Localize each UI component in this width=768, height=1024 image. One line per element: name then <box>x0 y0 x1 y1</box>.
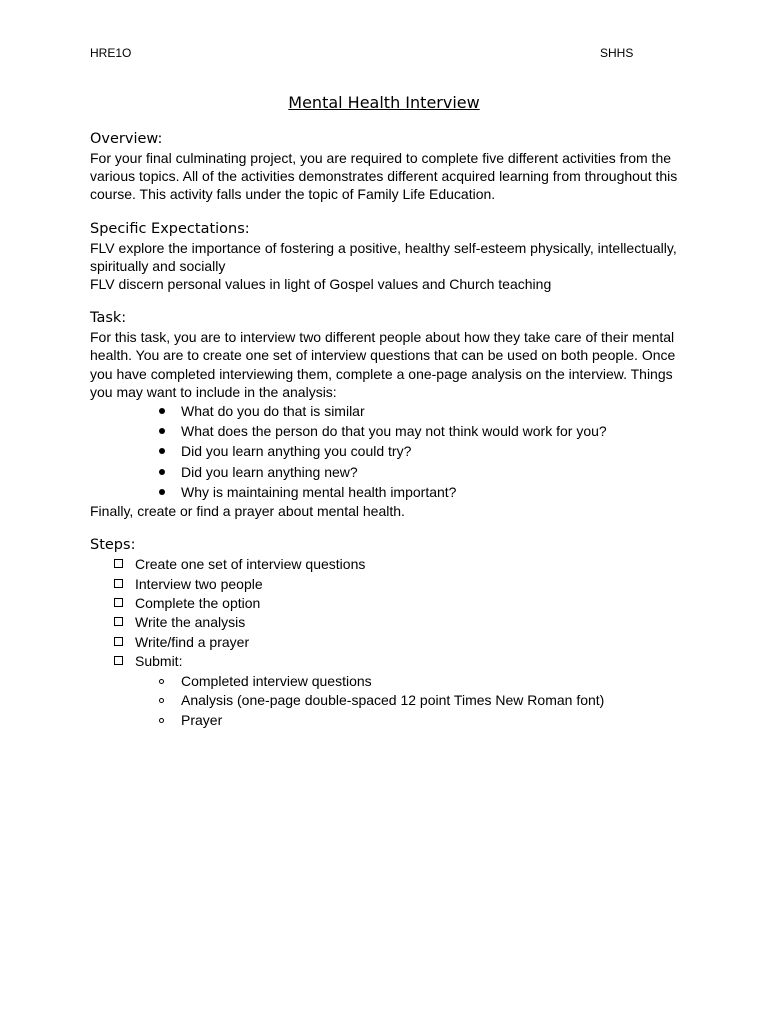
expectation-line: FLV explore the importance of fostering a positive, healthy self-esteem physically, intellectually, spiritually and socially <box>90 239 677 274</box>
list-item <box>90 711 690 731</box>
expectation-line: FLV discern personal values in light of Gospel values and Church teaching <box>90 276 552 293</box>
checklist-item <box>90 575 690 594</box>
page-title: Mental Health Interview <box>288 93 480 112</box>
checklist-item-text: Submit: <box>135 653 183 670</box>
checklist-item-text: Complete the option <box>135 595 261 612</box>
bullet-icon <box>159 469 165 475</box>
steps-heading: Steps: <box>90 537 136 554</box>
checklist-item-text: Interview two people <box>135 575 263 592</box>
list-item <box>90 691 690 711</box>
bullet-icon <box>159 489 165 495</box>
list-item-text: Analysis (one-page double-spaced 12 point Times New Roman font) <box>181 692 605 709</box>
analysis-bullet-list <box>90 401 690 502</box>
overview-text: For your final culminating project, you are required to complete five different activities from the various topics. All of the activities demonstrates different acquired learning from throughout this course. This activity falls under the topic of Family Life Education. <box>90 150 678 203</box>
bullet-icon <box>159 408 165 414</box>
list-item-text: Why is maintaining mental health important? <box>181 483 457 500</box>
list-item-text: What does the person do that you may not think would work for you? <box>181 423 607 440</box>
checklist-item <box>90 613 690 632</box>
checklist-item <box>90 594 690 613</box>
steps-checklist <box>90 555 690 671</box>
checklist-item <box>90 652 690 671</box>
list-item-text: Completed interview questions <box>181 672 372 689</box>
submit-sublist <box>90 672 690 731</box>
header-course-code: HRE1O <box>90 46 132 60</box>
checklist-item-text: Write the analysis <box>135 614 246 631</box>
checkbox-icon <box>114 617 123 626</box>
bullet-icon <box>159 448 165 454</box>
checkbox-icon <box>114 559 123 568</box>
document-body <box>90 130 690 730</box>
overview-heading: Overview: <box>90 131 163 147</box>
header-school: SHHS <box>600 46 634 60</box>
task-text: For this task, you are to interview two different people about how they take care of their mental health. You are to create one set of interview questions that can be used on both people. Once you have completed interviewing them, complete a one-page analysis on the interview. Things you may want to include in the analysis: <box>90 329 676 400</box>
checklist-item-text: Create one set of interview questions <box>135 556 366 573</box>
list-item <box>90 672 690 692</box>
checkbox-icon <box>114 637 123 646</box>
spacer <box>90 520 690 536</box>
circle-bullet-icon <box>159 698 164 703</box>
checkbox-icon <box>114 598 123 607</box>
list-item <box>90 482 690 502</box>
circle-bullet-icon <box>159 679 164 684</box>
bullet-icon <box>159 428 165 434</box>
spacer <box>90 204 690 220</box>
task-closing: Finally, create or find a prayer about mental health. <box>90 503 405 520</box>
list-item <box>90 462 690 482</box>
list-item <box>90 401 690 421</box>
spacer <box>90 293 690 309</box>
expectations-heading: Specific Expectations: <box>90 220 250 237</box>
list-item-text: Did you learn anything you could try? <box>181 443 412 460</box>
list-item <box>90 441 690 461</box>
checklist-item <box>90 555 690 574</box>
list-item-text: What do you do that is similar <box>181 403 365 420</box>
circle-bullet-icon <box>159 718 164 723</box>
list-item-text: Prayer <box>181 711 223 728</box>
checklist-item <box>90 633 690 652</box>
checklist-item-text: Write/find a prayer <box>135 633 250 650</box>
task-heading: Task: <box>90 310 127 327</box>
list-item <box>90 421 690 441</box>
list-item-text: Did you learn anything new? <box>181 463 358 480</box>
checkbox-icon <box>114 579 123 588</box>
checkbox-icon <box>114 656 123 665</box>
